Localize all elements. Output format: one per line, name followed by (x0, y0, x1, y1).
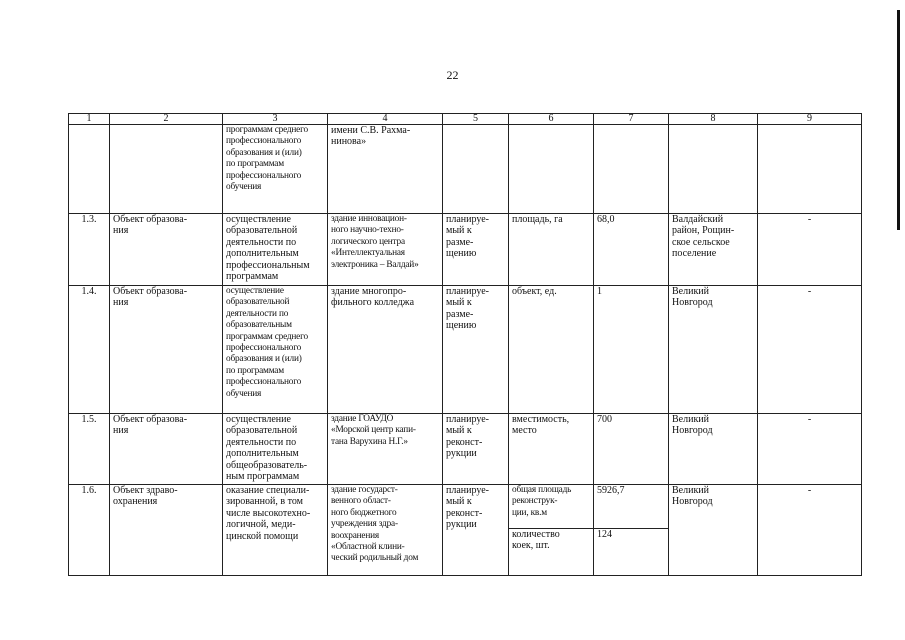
object-location: Великий Новгород (669, 414, 758, 485)
object-characteristic: количество коек, шт. (509, 529, 594, 576)
object-status: планируе- мый к разме- щению (443, 286, 509, 414)
object-status: планируе- мый к реконст- рукции (443, 485, 509, 576)
column-number: 8 (669, 114, 758, 125)
page-number: 22 (446, 68, 459, 82)
page-edge-bar (897, 10, 900, 230)
column-number: 6 (509, 114, 594, 125)
object-type: Объект здраво- охранения (110, 485, 223, 576)
object-zone: - (758, 214, 862, 286)
object-characteristic (509, 125, 594, 214)
object-purpose: осуществление образовательной деятельности по дополнительным общеобразователь- ным программам (223, 414, 328, 485)
object-name: имени С.В. Рахма- нинова» (328, 125, 443, 214)
object-purpose: оказание специали- зированной, в том числе высокотехно- логичной, меди- цинской помощи (223, 485, 328, 576)
column-number: 1 (69, 114, 110, 125)
object-value: 5926,7 (594, 485, 669, 529)
row-number: 1.4. (69, 286, 110, 414)
column-number: 3 (223, 114, 328, 125)
object-type: Объект образова- ния (110, 414, 223, 485)
object-name: здание государст- венного област- ного бюджетного учреждения здра- воохранения «Областной клини- ческий родильный дом (328, 485, 443, 576)
object-type: Объект образова- ния (110, 214, 223, 286)
table-row (69, 125, 862, 214)
object-value: 1 (594, 286, 669, 414)
object-characteristic: общая площадь реконструк- ции, кв.м (509, 485, 594, 529)
object-status: планируе- мый к реконст- рукции (443, 414, 509, 485)
object-characteristic: объект, ед. (509, 286, 594, 414)
object-zone: - (758, 286, 862, 414)
object-purpose: программам среднего профессионального образования и (или) по программам профессионального обучения (223, 125, 328, 214)
object-location: Великий Новгород (669, 485, 758, 576)
object-purpose: осуществление образовательной деятельности по образовательным программам среднего профессионального образования и (или) по программам профессионального обучения (223, 286, 328, 414)
object-name: здание многопро- фильного колледжа (328, 286, 443, 414)
object-name: здание ГОАУДО «Морской центр капи- тана Варухина Н.Г.» (328, 414, 443, 485)
object-value (594, 125, 669, 214)
object-status: планируе- мый к разме- щению (443, 214, 509, 286)
object-value: 700 (594, 414, 669, 485)
planning-objects-table (68, 113, 862, 576)
object-type: Объект образова- ния (110, 286, 223, 414)
object-name: здание инновацион- ного научно-техно- логического центра «Интеллектуальная электроника – Валдай» (328, 214, 443, 286)
object-zone: - (758, 485, 862, 576)
object-zone (758, 125, 862, 214)
object-type (110, 125, 223, 214)
object-status (443, 125, 509, 214)
column-number: 2 (110, 114, 223, 125)
column-number-row (69, 114, 862, 125)
object-location (669, 125, 758, 214)
row-number (69, 125, 110, 214)
table-row (69, 485, 862, 529)
column-number: 7 (594, 114, 669, 125)
column-number: 9 (758, 114, 862, 125)
row-number: 1.6. (69, 485, 110, 576)
object-location: Валдайский район, Рощин- ское сельское поселение (669, 214, 758, 286)
object-purpose: осуществление образовательной деятельности по дополнительным профессиональным программам (223, 214, 328, 286)
column-number: 5 (443, 114, 509, 125)
row-number: 1.5. (69, 414, 110, 485)
object-characteristic: площадь, га (509, 214, 594, 286)
object-location: Великий Новгород (669, 286, 758, 414)
object-value: 124 (594, 529, 669, 576)
object-zone: - (758, 414, 862, 485)
column-number: 4 (328, 114, 443, 125)
object-characteristic: вместимость, место (509, 414, 594, 485)
table-row (69, 214, 862, 286)
table-row (69, 286, 862, 414)
object-value: 68,0 (594, 214, 669, 286)
row-number: 1.3. (69, 214, 110, 286)
table-row (69, 414, 862, 485)
